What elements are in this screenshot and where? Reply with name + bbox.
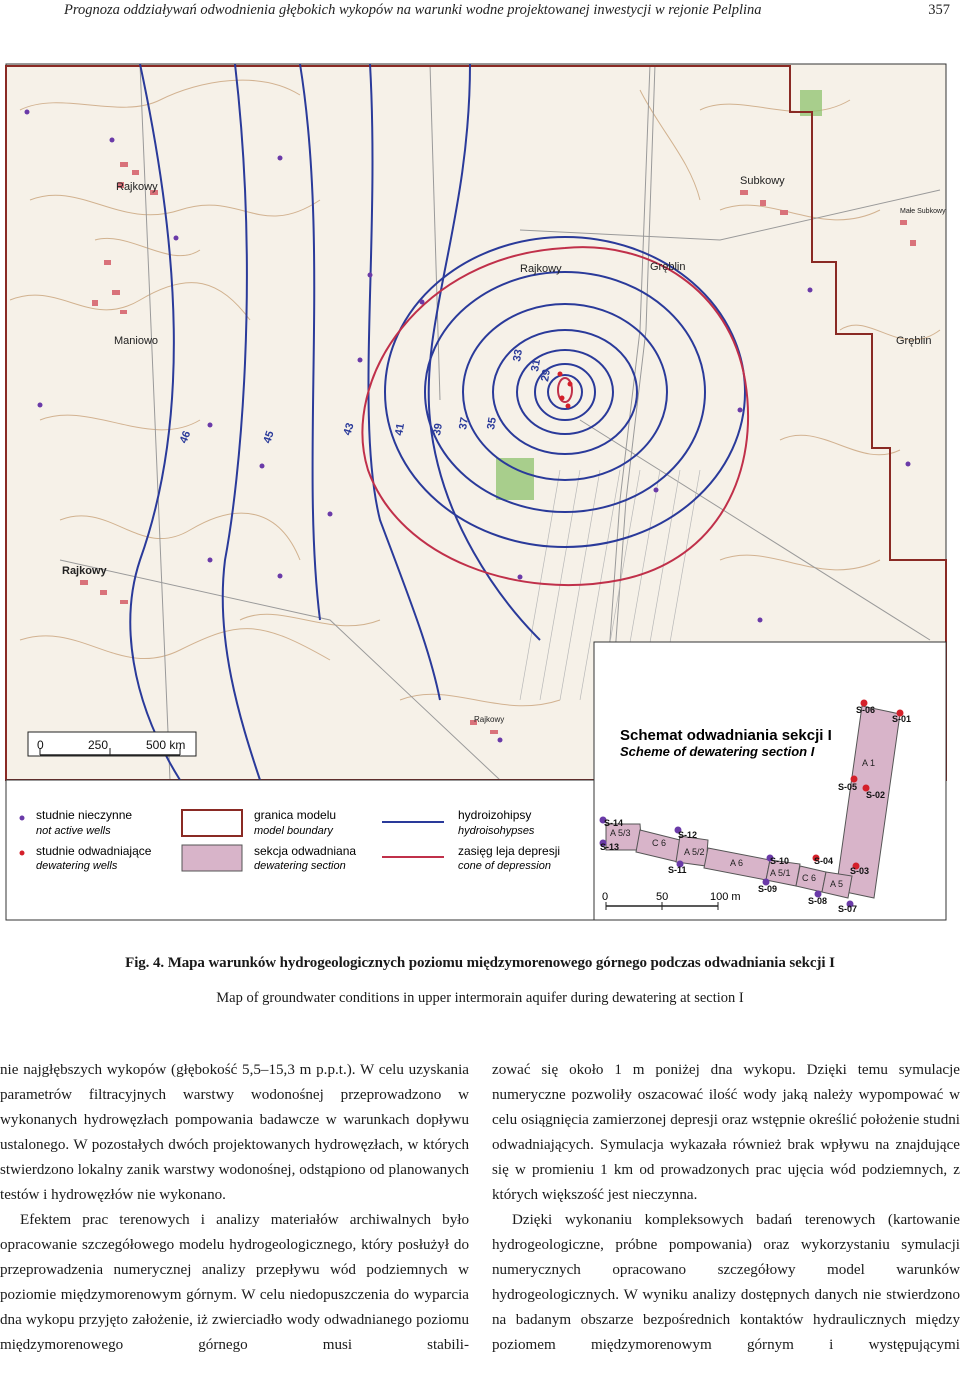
place-name: Małe Subkowy (900, 208, 946, 215)
scale-tick: 100 m (710, 891, 741, 903)
legend-not-active-pl: studnie nieczynne (36, 808, 133, 822)
text-column-left (0, 1058, 469, 1358)
caption-label: Fig. 4. (125, 955, 165, 971)
isohypse-label: 29 (539, 368, 554, 383)
isohypse-label: 37 (457, 416, 472, 431)
place-name: Rajkowy (474, 715, 505, 724)
well-label: S-10 (770, 856, 790, 866)
section-label: C 6 (652, 838, 667, 848)
running-header (0, 0, 960, 26)
paragraph: Efektem prac terenowych i analizy materiałów archiwalnych było opracowanie szczegółowego modelu hydrogeologicznego, który posłużył do przeprowadzenia numerycznej analizy przepływu wód podziemnych w poziomie międzymorenowym górnym. W celu niedopuszczenia do wyparcia dna wykopu przyjęto założenie, iż zwierciadło wody odwadnianego poziomu międzymorenowego górnego musi stabili- (0, 1212, 469, 1353)
isohypse-label: 43 (341, 421, 357, 437)
legend-section-en: dewatering section (254, 860, 346, 872)
text-column-right (492, 1058, 960, 1358)
isohypse-label: 45 (261, 429, 277, 445)
well-label: S-08 (808, 896, 828, 906)
legend-boundary-pl: granica modelu (254, 808, 337, 822)
scale-tick: 0 (602, 891, 609, 903)
isohypse-label: 46 (177, 429, 194, 446)
active-well-symbol (20, 851, 25, 856)
well-label: S-09 (758, 884, 778, 894)
well-label: S-04 (814, 856, 834, 866)
caption-pl: Mapa warunków hydrogeologicznych poziomu międzymorenowego górnego podczas odwadniania sekcji I (167, 955, 835, 971)
section-label: A 5/2 (684, 847, 705, 857)
figure-map (0, 58, 960, 928)
place-name: Rajkowy (520, 263, 562, 275)
section-label: C 6 (802, 873, 817, 883)
place-name: Gręblin (650, 261, 686, 273)
legend-dewatering-pl: studnie odwadniające (36, 844, 152, 858)
isohypse-label: 35 (485, 416, 500, 431)
legend-hydro-en: hydroisohypses (458, 825, 535, 837)
section-label: A 6 (730, 858, 744, 868)
inset-title: Schemat odwadniania sekcji I (620, 727, 832, 744)
paragraph: nie najgłębszych wykopów (głębokość 5,5–15,3 m p.p.t.). W celu uzyskania parametrów filtracyjnych warstwy wodonośnej przeprowadzono w wykonanych hydrowęzłach pompowania badawcze w warunkach dopływu ustalonego. W pozostałych dwóch projektowanych hydrowęzłach, w których stwierdzono lokalny zanik warstwy wodonośnej, odstąpiono od planowanych testów i hydrowęzłów nie wykonano. (0, 1062, 469, 1203)
place-name: Maniowo (114, 335, 159, 347)
well-label: S-07 (838, 904, 858, 914)
legend-hydro-pl: hydroizohipsy (458, 808, 532, 822)
well-label: S-13 (600, 842, 620, 852)
isohypse-label: 39 (431, 422, 446, 437)
legend-not-active-en: not active wells (36, 825, 111, 837)
legend-section-pl: sekcja odwadniana (254, 844, 357, 858)
well-label: S-02 (866, 790, 886, 800)
section-label: A 5/3 (610, 828, 631, 838)
section-label: A 1 (862, 758, 876, 768)
place-name: Gręblin (896, 335, 932, 347)
boundary-symbol (182, 810, 242, 836)
legend-cone-pl: zasięg leja depresji (458, 844, 561, 858)
place-name: Rajkowy (62, 565, 107, 577)
well-label: S-03 (850, 866, 870, 876)
well-label: S-06 (856, 705, 876, 715)
section-label: A 5/1 (770, 868, 791, 878)
legend-cone-en: cone of depression (458, 860, 551, 872)
caption-en: Map of groundwater conditions in upper intermorain aquifer during dewatering at section I (216, 990, 744, 1006)
scale-tick: 500 km (146, 738, 186, 752)
scale-tick: 250 (88, 738, 109, 752)
place-name: Rajkowy (116, 181, 158, 193)
legend-boundary-en: model boundary (254, 825, 333, 837)
figure-caption (0, 955, 960, 972)
isohypse-label: 31 (529, 358, 544, 373)
map-svg (0, 58, 960, 928)
legend-dewatering-en: dewatering wells (36, 860, 118, 872)
well-label: S-14 (604, 818, 624, 828)
inactive-well-symbol (20, 816, 25, 821)
header-title: Prognoza oddziaływań odwodnienia głębokich wykopów na warunki wodne projektowanej inwestycji w rejonie Pelplina (64, 2, 762, 18)
section-label: A 5 (830, 879, 844, 889)
scale-tick: 0 (37, 738, 44, 752)
well-label: S-01 (892, 714, 912, 724)
well-label: S-05 (838, 782, 858, 792)
place-name: Subkowy (740, 175, 785, 187)
inset-subtitle: Scheme of dewatering section I (620, 744, 815, 759)
paragraph: Dzięki wykonaniu kompleksowych badań terenowych (kartowanie hydrogeologiczne, próbne pompowania) oraz wykorzystaniu symulacji numerycznych opracowano szczegółowy model warunków hydrogeologicznych. W wyniku analizy dostępnych danych nie stwierdzono na badanym obszarze bezpośrednich kontaktów hydraulicznych między poziomem międzymorenowym górnym i występującymi (492, 1212, 960, 1353)
section-symbol (182, 845, 242, 871)
paragraph: zować się około 1 m poniżej dna wykopu. Dzięki temu symulacje numeryczne pozwoliły oszacować ilość wody jaką należy wypompować w celu osiągnięcia zamierzonej depresji oraz wstępnie określić położenie studni odwadniających. Symulacja wykazała również brak wpływu na znajdujące się w promieniu 1 km od prowadzonych prac ujęcia wód podziemnych, z których większość jest nieczynna. (492, 1062, 960, 1203)
well-label: S-11 (668, 865, 687, 875)
page-number: 357 (928, 2, 950, 18)
isohypse-label: 33 (511, 348, 526, 363)
isohypse-label: 41 (393, 422, 408, 437)
well-label: S-12 (678, 830, 698, 840)
map-scale-bar (28, 732, 196, 756)
scale-tick: 50 (656, 891, 669, 903)
